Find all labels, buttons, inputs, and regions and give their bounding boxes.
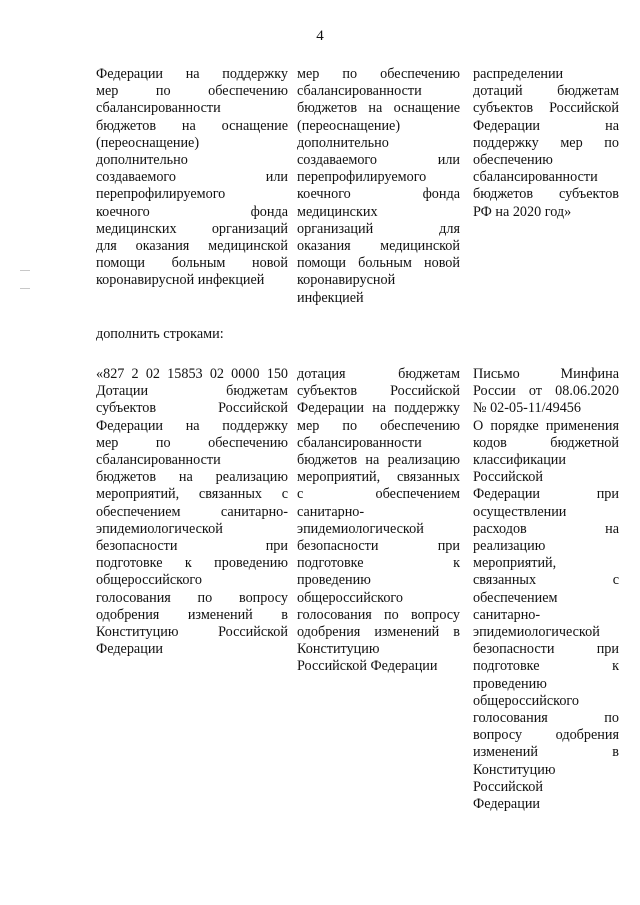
text-line: бюджетов на оснащение — [96, 117, 288, 134]
text-line: (переоснащение) — [297, 117, 401, 134]
text-line: мероприятий, связанных с — [96, 486, 288, 503]
text-line: подготовке к проведению — [96, 555, 288, 572]
text-line: коечного фонда — [96, 203, 288, 220]
text-line: медицинских организаций — [96, 220, 288, 237]
text-line: Федерации — [96, 641, 164, 658]
text-line: Конституцию — [297, 641, 380, 658]
text-line: обеспечению — [473, 152, 553, 169]
text-line: коечного фонда — [297, 186, 460, 203]
text-line: санитарно- — [297, 503, 365, 520]
text-line: Российской Федерации — [297, 658, 438, 675]
text-line: эпидемиологической — [297, 520, 424, 537]
text-line: Федерации на поддержку — [96, 417, 288, 434]
text-line: «827 2 02 15853 02 0000 150 — [96, 366, 288, 382]
text-line: Федерации на поддержку — [96, 66, 288, 82]
bottom-row-column-3 — [473, 366, 619, 813]
top-row-column-2 — [297, 66, 460, 307]
text-line: бюджетов субъектов — [473, 186, 619, 203]
bottom-row-column-2 — [297, 366, 460, 676]
text-line: дополнительно — [297, 134, 389, 151]
text-line: голосования по — [473, 710, 619, 727]
text-line: мероприятий, — [473, 555, 557, 572]
text-line: Федерации на поддержку — [297, 400, 460, 417]
text-line: дополнительно — [96, 152, 188, 169]
text-line: реализацию — [473, 538, 546, 555]
bottom-row-column-1 — [96, 366, 288, 658]
text-line: оказания медицинской — [297, 238, 460, 255]
text-line: бюджетов на реализацию — [96, 469, 288, 486]
text-line: бюджетов на реализацию — [297, 452, 460, 469]
text-line: Дотации бюджетам — [96, 383, 288, 400]
text-line: мер по обеспечению — [96, 83, 288, 100]
text-line: дотация бюджетам — [297, 366, 460, 382]
text-line: медицинских — [297, 203, 378, 220]
text-line: коронавирусной инфекцией — [96, 272, 265, 289]
text-line: перепрофилируемого — [297, 169, 427, 186]
text-line: Российской — [473, 469, 543, 486]
text-line: сбалансированности — [96, 452, 221, 469]
text-line: безопасности при — [473, 641, 619, 658]
text-line: одобрения изменений в — [96, 606, 288, 623]
text-line: № 02-05-11/49456 — [473, 400, 581, 417]
text-line: общероссийского — [96, 572, 202, 589]
text-line: сбалансированности — [96, 100, 221, 117]
text-line: помощи больным новой — [96, 255, 288, 272]
text-line: сбалансированности — [297, 83, 422, 100]
text-line: перепрофилируемого — [96, 186, 226, 203]
text-line: подготовке к — [473, 658, 619, 675]
text-line: Конституцию — [473, 761, 556, 778]
text-line: субъектов Российской — [96, 400, 288, 417]
text-line: инфекцией — [297, 289, 364, 306]
text-line: Федерации на — [473, 117, 619, 134]
text-line: общероссийского — [473, 692, 579, 709]
text-line: эпидемиологической — [473, 624, 600, 641]
text-line: мероприятий, связанных — [297, 469, 460, 486]
text-line: бюджетов на оснащение — [297, 100, 460, 117]
text-line: санитарно- — [473, 606, 541, 623]
text-line: дотаций бюджетам — [473, 83, 619, 100]
text-line: связанных с — [473, 572, 619, 589]
text-line: расходов на — [473, 520, 619, 537]
text-line: классификации — [473, 452, 566, 469]
text-line: организаций для — [297, 220, 460, 237]
text-line: общероссийского — [297, 589, 403, 606]
margin-mark — [20, 288, 30, 289]
text-line: РФ на 2020 год» — [473, 203, 572, 220]
text-line: эпидемиологической — [96, 520, 223, 537]
text-line: О порядке применения — [473, 417, 619, 434]
text-line: коронавирусной — [297, 272, 396, 289]
add-lines-text: дополнить строками: — [96, 326, 224, 342]
text-line: мер по обеспечению — [96, 434, 288, 451]
text-line: Федерации — [473, 796, 541, 813]
text-line: субъектов Российской — [297, 383, 460, 400]
text-line: обеспечением санитарно- — [96, 503, 288, 520]
text-line: мер по обеспечению — [297, 66, 460, 82]
text-line: сбалансированности — [297, 434, 422, 451]
text-line: Федерации при — [473, 486, 619, 503]
text-line: мер по обеспечению — [297, 417, 460, 434]
text-line: изменений в — [473, 744, 619, 761]
text-line: кодов бюджетной — [473, 434, 619, 451]
text-line: Российской — [473, 778, 543, 795]
top-row-column-3 — [473, 66, 619, 221]
text-line: Письмо Минфина — [473, 366, 619, 382]
margin-mark — [20, 270, 30, 271]
text-line: безопасности при — [96, 538, 288, 555]
text-line: вопросу одобрения — [473, 727, 619, 744]
text-line: для оказания медицинской — [96, 238, 288, 255]
text-line: голосования по вопросу — [297, 606, 460, 623]
text-line: подготовке к — [297, 555, 460, 572]
text-line: проведению — [473, 675, 547, 692]
text-line: (переоснащение) — [96, 134, 200, 151]
text-line: одобрения изменений в — [297, 624, 460, 641]
text-line: голосования по вопросу — [96, 589, 288, 606]
text-line: распределении — [473, 66, 564, 82]
text-line: Конституцию Российской — [96, 624, 288, 641]
text-line: с обеспечением — [297, 486, 460, 503]
text-line: России от 08.06.2020 — [473, 383, 619, 400]
text-line: проведению — [297, 572, 371, 589]
page-number: 4 — [316, 28, 324, 44]
text-line: поддержку мер по — [473, 134, 619, 151]
text-line: сбалансированности — [473, 169, 598, 186]
text-line: создаваемого или — [96, 169, 288, 186]
text-line: безопасности при — [297, 538, 460, 555]
text-line: создаваемого или — [297, 152, 460, 169]
text-line: обеспечением — [473, 589, 558, 606]
top-row-column-1 — [96, 66, 288, 290]
text-line: осуществлении — [473, 503, 567, 520]
text-line: помощи больным новой — [297, 255, 460, 272]
text-line: субъектов Российской — [473, 100, 619, 117]
